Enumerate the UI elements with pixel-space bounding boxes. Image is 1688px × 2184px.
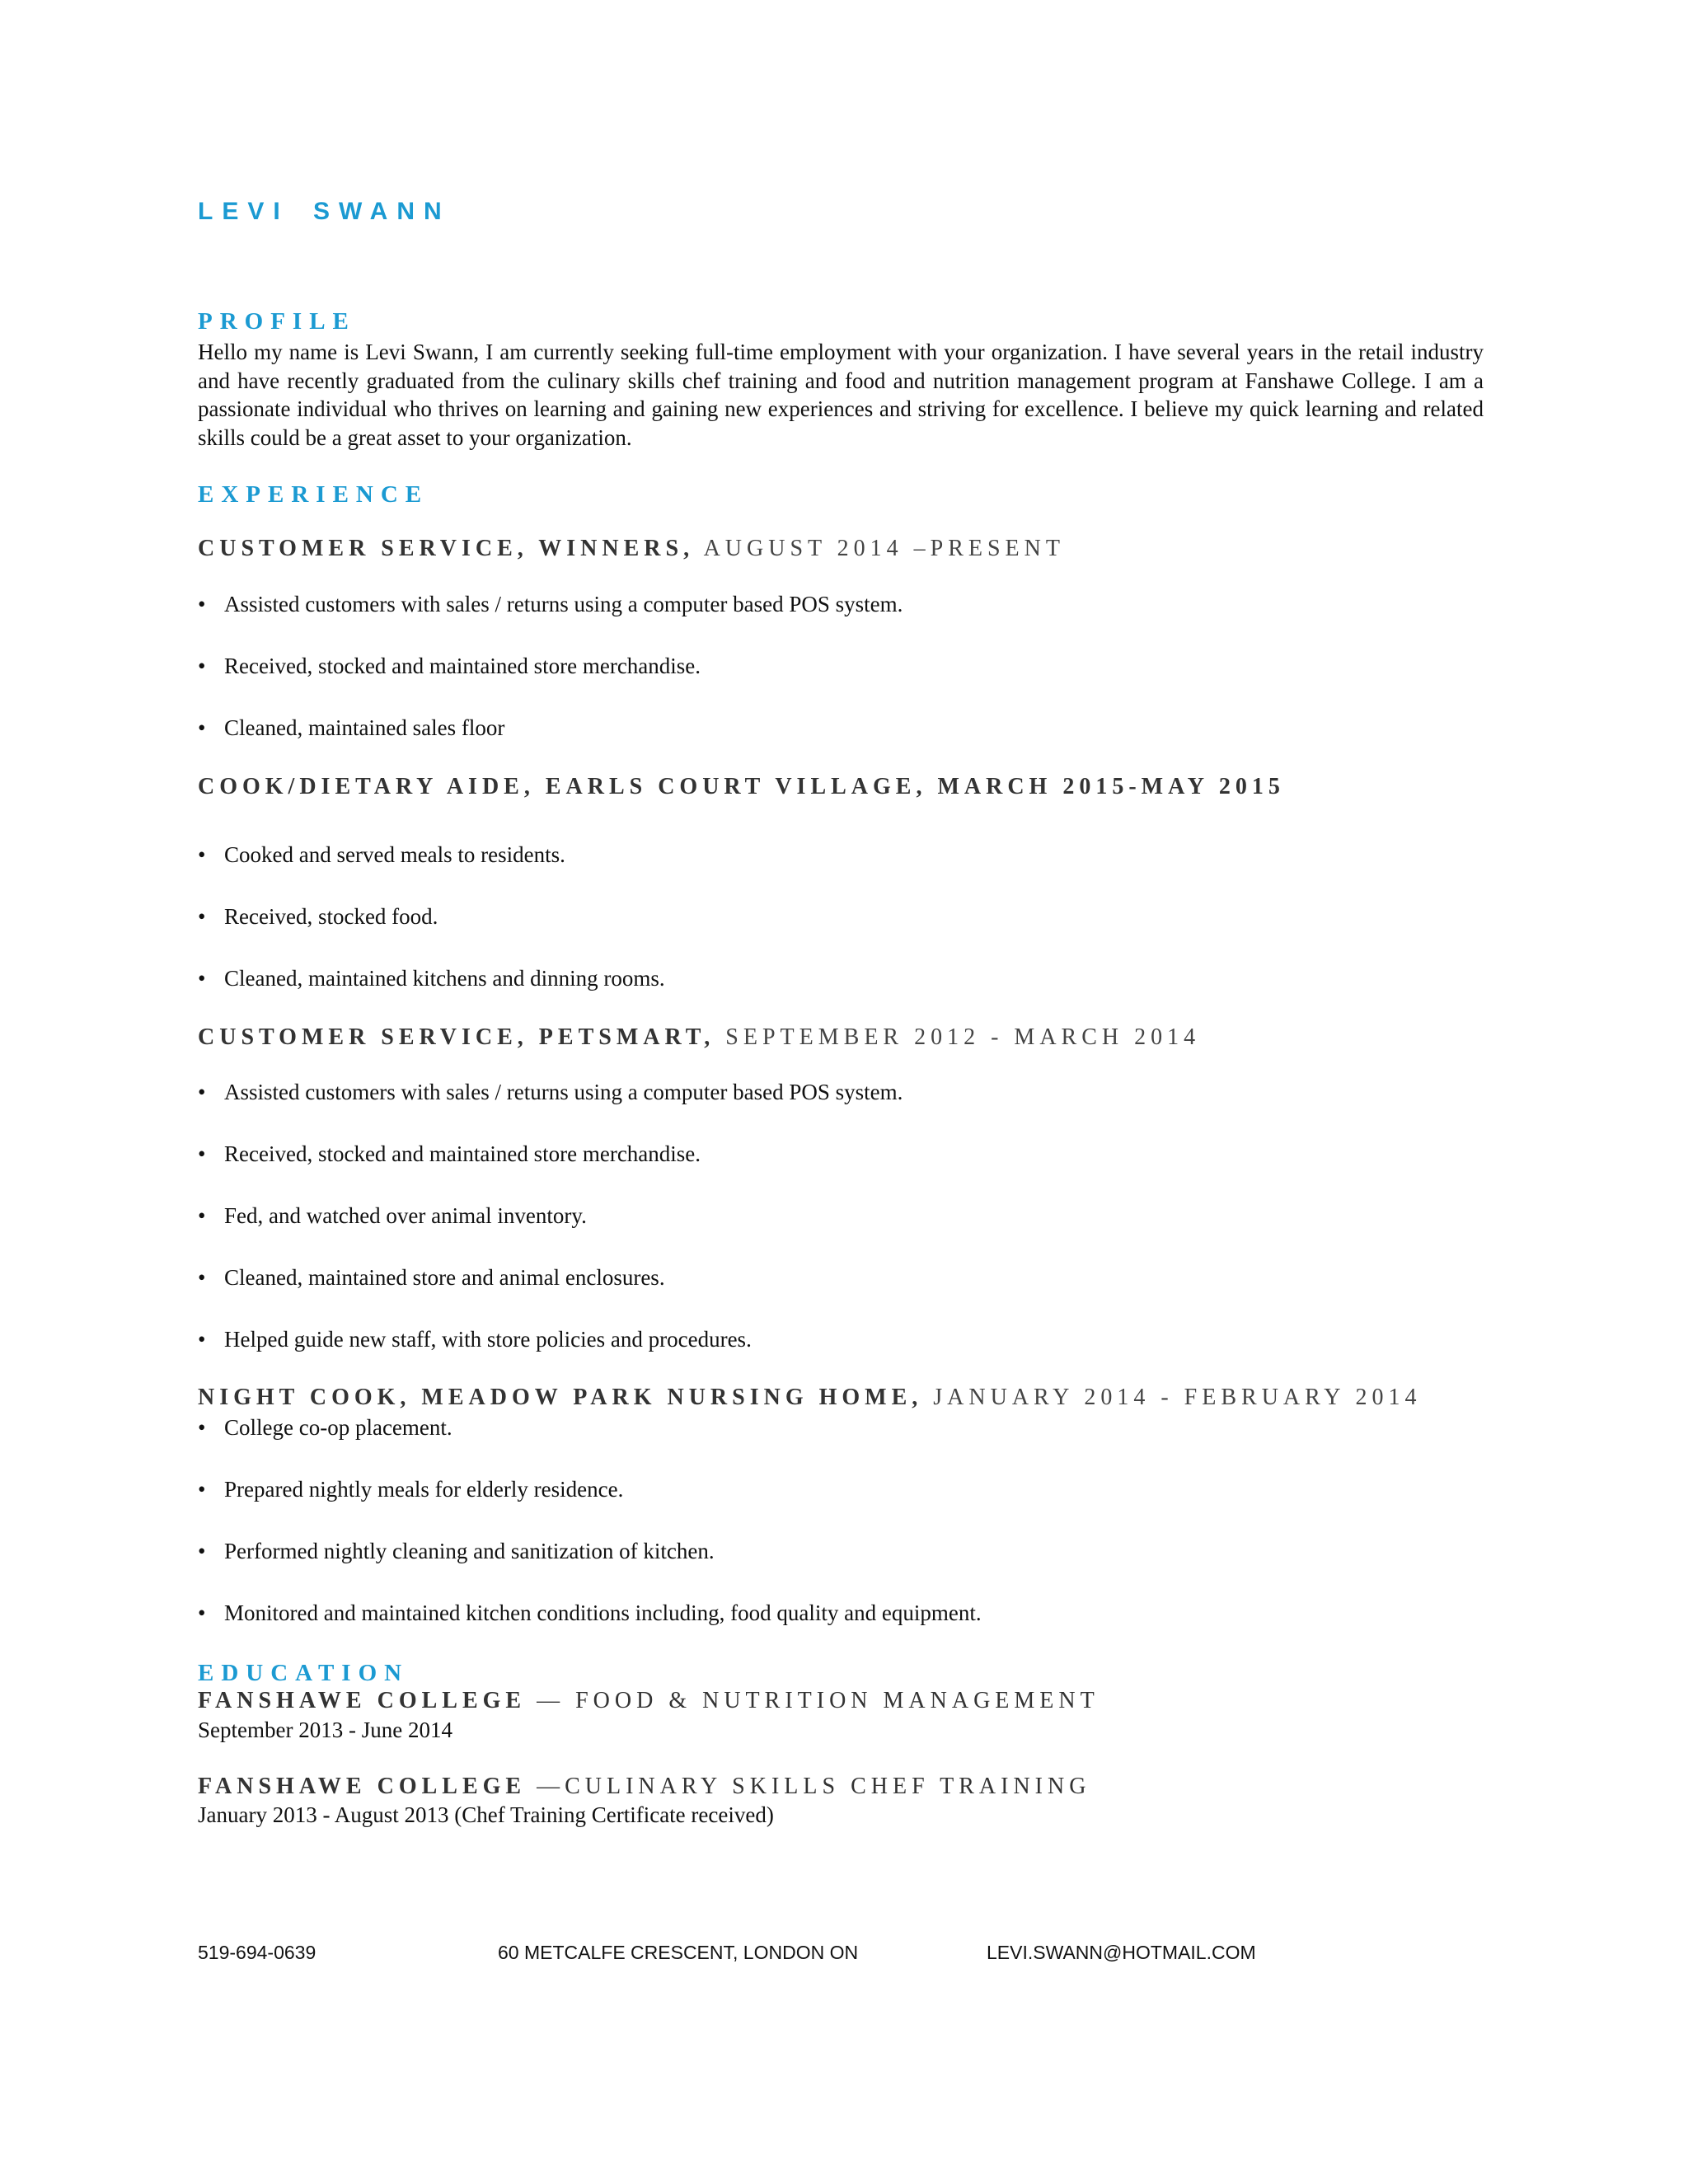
education-entry-title xyxy=(198,1688,1100,1714)
list-item xyxy=(198,1203,587,1229)
bullet-text: Performed nightly cleaning and sanitization of kitchen. xyxy=(224,1539,715,1563)
list-item xyxy=(198,842,565,868)
list-item xyxy=(198,966,665,991)
list-item xyxy=(198,1601,982,1626)
bullet-icon: • xyxy=(198,654,206,678)
list-item xyxy=(198,1080,903,1105)
bullet-icon: • xyxy=(198,842,206,867)
program-name: — FOOD & NUTRITION MANAGEMENT xyxy=(537,1688,1100,1713)
list-item xyxy=(198,1415,452,1441)
bullet-text: Cleaned, maintained kitchens and dinning rooms. xyxy=(224,966,665,991)
bullet-icon: • xyxy=(198,715,206,740)
education-dates: September 2013 - June 2014 xyxy=(198,1718,452,1742)
job-title-meadow-park xyxy=(198,1385,1421,1411)
bullet-text: Received, stocked and maintained store merchandise. xyxy=(224,654,701,678)
list-item xyxy=(198,654,701,679)
list-item xyxy=(198,1477,623,1502)
education-entry-title xyxy=(198,1774,1090,1800)
job-title-winners xyxy=(198,536,1065,562)
bullet-icon: • xyxy=(198,1539,206,1563)
list-item xyxy=(198,1265,665,1291)
job-title-petsmart xyxy=(198,1024,1200,1051)
list-item xyxy=(198,715,504,741)
bullet-text: Assisted customers with sales / returns using a computer based POS system. xyxy=(224,1080,903,1104)
email-address: LEVI.SWANN@HOTMAIL.COM xyxy=(987,1942,1256,1963)
bullet-text: Assisted customers with sales / returns using a computer based POS system. xyxy=(224,592,903,616)
bullet-text: Cooked and served meals to residents. xyxy=(224,842,565,867)
list-item xyxy=(198,1141,701,1167)
bullet-icon: • xyxy=(198,1415,206,1440)
address: 60 METCALFE CRESCENT, LONDON ON xyxy=(498,1942,859,1963)
bullet-text: Prepared nightly meals for elderly residence. xyxy=(224,1477,624,1502)
profile-heading: PROFILE xyxy=(198,308,356,335)
bullet-text: College co-op placement. xyxy=(224,1415,452,1440)
school-name: FANSHAWE COLLEGE xyxy=(198,1774,527,1799)
candidate-name: LEVI SWANN xyxy=(198,198,451,225)
education-heading: EDUCATION xyxy=(198,1660,410,1686)
job-heading: COOK/DIETARY AIDE, EARLS COURT VILLAGE, MARCH 2015-MAY 2015 xyxy=(198,774,1285,799)
list-item xyxy=(198,904,438,930)
list-item xyxy=(198,592,903,617)
job-heading: CUSTOMER SERVICE, PETSMART, xyxy=(198,1024,715,1050)
bullet-text: Received, stocked and maintained store merchandise. xyxy=(224,1141,701,1166)
bullet-icon: • xyxy=(198,1477,206,1502)
job-dates: JANUARY 2014 - FEBRUARY 2014 xyxy=(933,1385,1422,1410)
job-heading: NIGHT COOK, MEADOW PARK NURSING HOME, xyxy=(198,1385,923,1410)
bullet-icon: • xyxy=(198,1601,206,1625)
bullet-text: Cleaned, maintained store and animal enclosures. xyxy=(224,1265,665,1290)
bullet-icon: • xyxy=(198,904,206,929)
job-title-earls-court xyxy=(198,774,1285,800)
bullet-icon: • xyxy=(198,1327,206,1352)
bullet-text: Cleaned, maintained sales floor xyxy=(224,715,505,740)
job-heading: CUSTOMER SERVICE, WINNERS, xyxy=(198,536,695,561)
bullet-text: Helped guide new staff, with store policies and procedures. xyxy=(224,1327,752,1352)
job-dates: AUGUST 2014 –PRESENT xyxy=(703,536,1065,561)
bullet-text: Fed, and watched over animal inventory. xyxy=(224,1203,587,1228)
bullet-text: Received, stocked food. xyxy=(224,904,438,929)
education-dates: January 2013 - August 2013 (Chef Training Certificate received) xyxy=(198,1802,774,1827)
bullet-icon: • xyxy=(198,1141,206,1166)
experience-heading: EXPERIENCE xyxy=(198,481,429,508)
phone-number: 519-694-0639 xyxy=(198,1942,316,1963)
profile-text: Hello my name is Levi Swann, I am currently seeking full-time employment with your organization. I have several years in the retail industry and have recently graduated from the culinary skills chef training and food and nutrition management program at Fanshawe College. I am a passionate individual who thrives on learning and gaining new experiences and striving for excellence. I believe my quick learning and related skills could be a great asset to your organization. xyxy=(198,340,1484,450)
bullet-icon: • xyxy=(198,1203,206,1228)
job-dates: SEPTEMBER 2012 - MARCH 2014 xyxy=(725,1024,1201,1050)
school-name: FANSHAWE COLLEGE xyxy=(198,1688,527,1713)
list-item xyxy=(198,1539,715,1564)
bullet-icon: • xyxy=(198,966,206,991)
bullet-text: Monitored and maintained kitchen conditions including, food quality and equipment. xyxy=(224,1601,982,1625)
program-name: —CULINARY SKILLS CHEF TRAINING xyxy=(537,1774,1091,1799)
bullet-icon: • xyxy=(198,1080,206,1104)
bullet-icon: • xyxy=(198,1265,206,1290)
list-item xyxy=(198,1327,752,1352)
bullet-icon: • xyxy=(198,592,206,616)
